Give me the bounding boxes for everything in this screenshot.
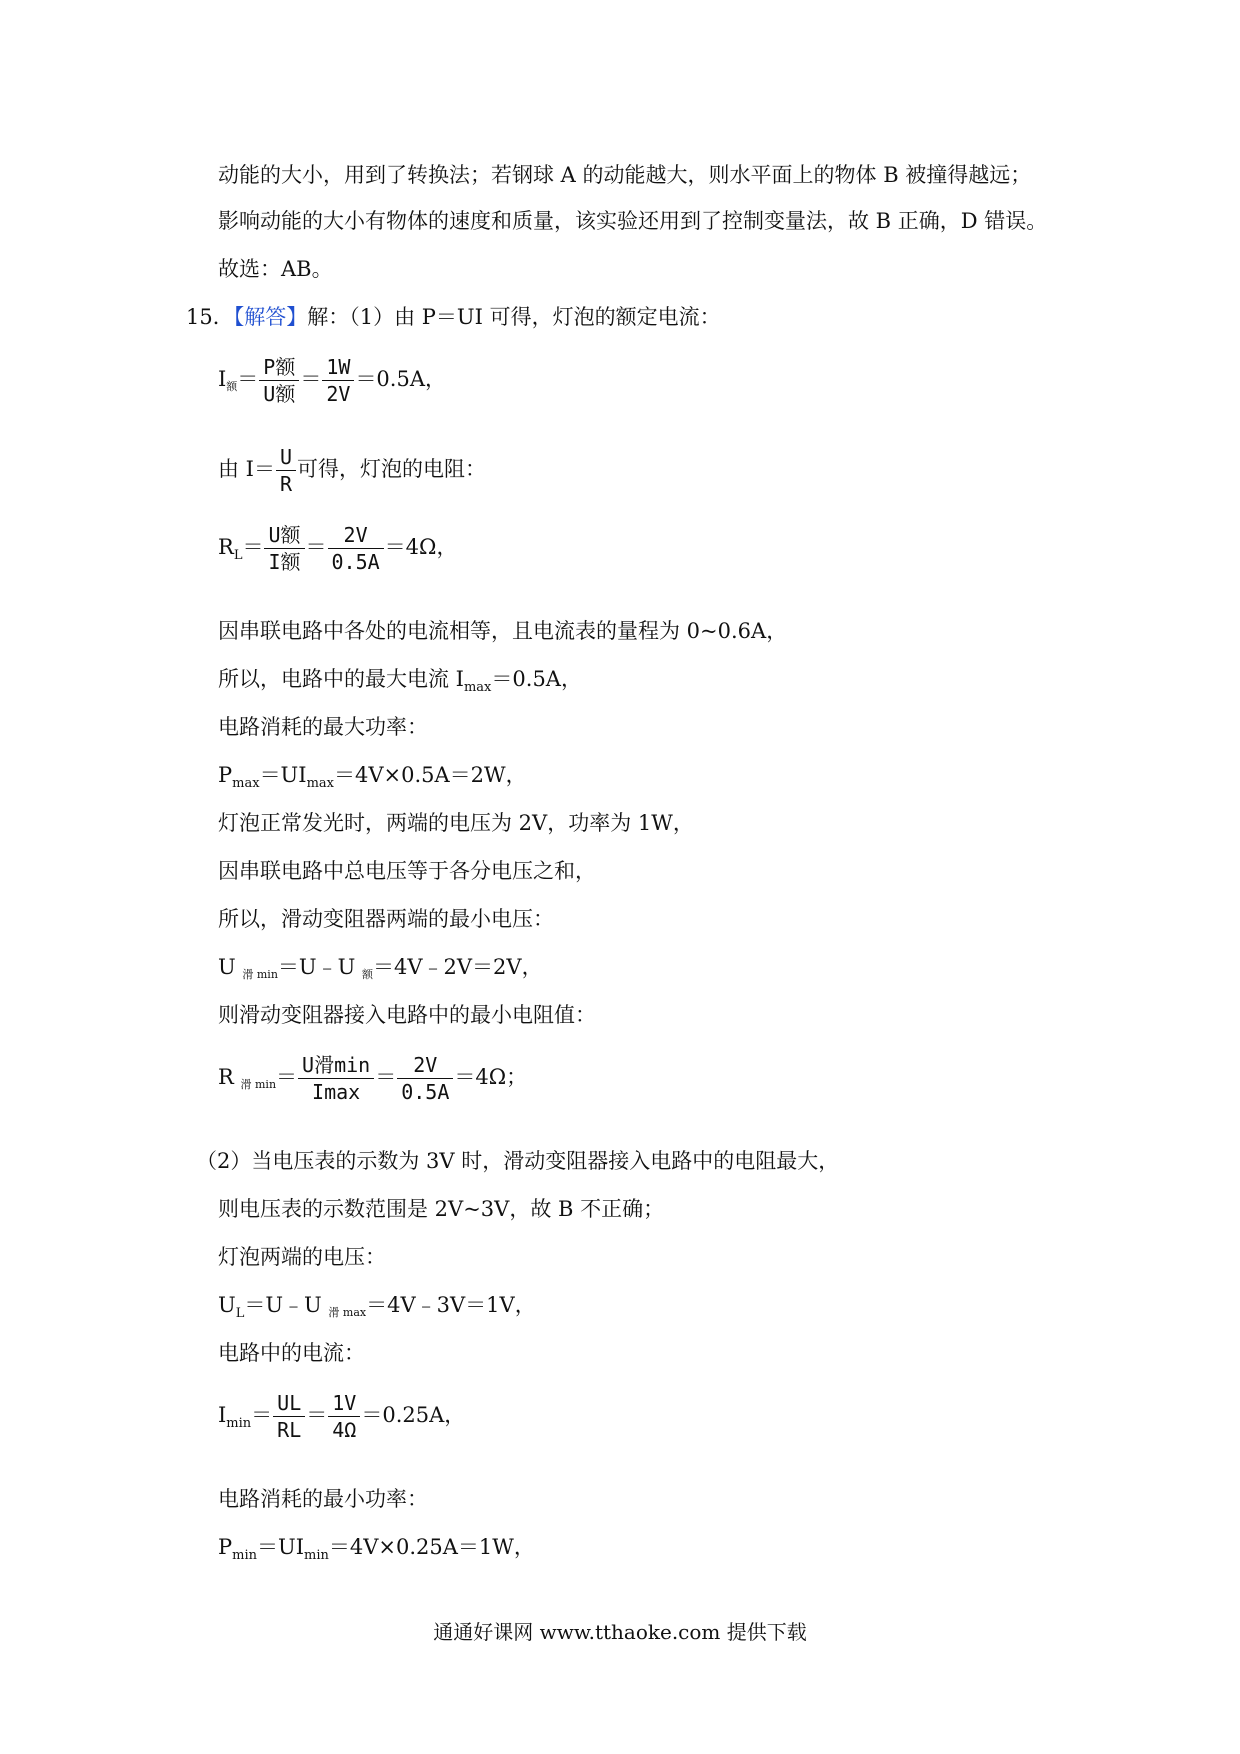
text-line: 故选：AB。 <box>218 257 333 281</box>
fraction: $\frac{\text{U滑min}}{Imax}$ <box>298 1052 374 1105</box>
text-line: （2）当电压表的示数为 3V 时，滑动变阻器接入电路中的电阻最大， <box>196 1149 840 1173</box>
text-line: 动能的大小，用到了转换法；若钢球 A 的动能越大，则水平面上的物体 B 被撞得越远； <box>218 163 1032 187</box>
fraction: $\frac{1W}{2V}$ <box>322 354 354 407</box>
text-line: 所以，电路中的最大电流 $I_{max}=0.5A$， <box>218 667 582 695</box>
question-number: 15． <box>186 305 234 329</box>
page-footer: 通通好课网 www.tthaoke.com 提供下载 <box>433 1620 807 1644</box>
text-line: 则滑动变阻器接入电路中的最小电阻值： <box>218 1003 596 1027</box>
formula-lamp-resistance: $R_L=$ $\frac{\text{U额}}{\text{I额}}$ ＝ $\frac{2V}{0.5A}$ ＝4Ω， <box>218 523 458 574</box>
formula-ohms-law: 由 I＝ $\frac{U}{R}$ 可得，灯泡的电阻： <box>218 445 487 496</box>
question-15-header <box>186 302 721 332</box>
text-line: 灯泡两端的电压： <box>218 1245 386 1269</box>
text-line: 则电压表的示数范围是 2V~3V，故 B 不正确； <box>218 1197 665 1221</box>
formula-min-current: $I_{min}=$ $\frac{UL}{RL}$ ＝ $\frac{1V}{4\Omega}$ ＝0.25A， <box>218 1391 466 1442</box>
text-line: 所以，滑动变阻器两端的最小电压： <box>218 907 554 931</box>
text-line: 灯泡正常发光时，两端的电压为 2V，功率为 1W， <box>218 811 694 835</box>
text-line: $P_{min}=UI_{min}=4V\times 0.25A=1W$， <box>218 1535 535 1563</box>
fraction: $\frac{\text{P额}}{\text{U额}}$ <box>259 354 299 407</box>
answer-tag: 【解答】 <box>233 305 308 329</box>
question-text: 解：（1）由 P＝UI 可得，灯泡的额定电流： <box>307 305 721 329</box>
text-line: 因串联电路中各处的电流相等，且电流表的量程为 0~0.6A， <box>218 619 788 643</box>
fraction: $\frac{1V}{4\Omega}$ <box>328 1390 360 1443</box>
text-line: 影响动能的大小有物体的速度和质量，该实验还用到了控制变量法，故 B 正确，D 错误。 <box>218 209 1048 233</box>
text-line: $P_{max}=UI_{max}=4V\times 0.5A=2W$， <box>218 763 527 791</box>
text-line: $U_L=U﹣U$ 滑 max＝4V﹣3V＝1V， <box>218 1293 536 1321</box>
formula-rated-current: I额＝ $\frac{\text{P额}}{\text{U额}}$ ＝ $\frac{1W}{2V}$ ＝0.5A， <box>218 355 446 406</box>
fraction: $\frac{UL}{RL}$ <box>273 1390 305 1443</box>
fraction: $\frac{2V}{0.5A}$ <box>397 1052 453 1105</box>
text-line: 电路消耗的最小功率： <box>218 1487 428 1511</box>
formula-min-resistance: R 滑 min＝ $\frac{\text{U滑min}}{Imax}$ ＝ $\frac{2V}{0.5A}$ ＝4Ω； <box>218 1053 528 1104</box>
text-line: 电路消耗的最大功率： <box>218 715 428 739</box>
fraction: $\frac{U}{R}$ <box>276 444 296 497</box>
text-line: 电路中的电流： <box>218 1341 365 1365</box>
fraction: $\frac{\text{U额}}{\text{I额}}$ <box>264 522 304 575</box>
text-line: 因串联电路中总电压等于各分电压之和， <box>218 859 596 883</box>
fraction: $\frac{2V}{0.5A}$ <box>328 522 384 575</box>
text-line: U 滑 min＝U﹣U 额＝4V﹣2V＝2V， <box>218 955 543 981</box>
